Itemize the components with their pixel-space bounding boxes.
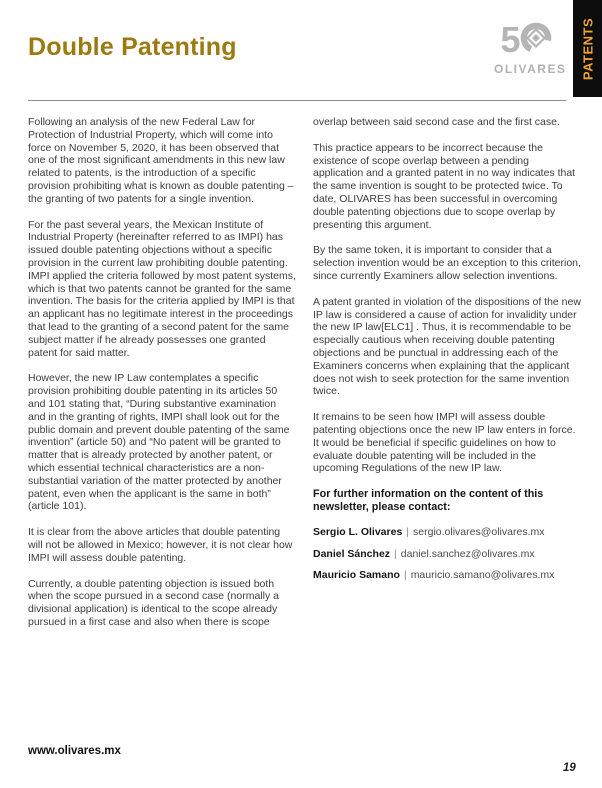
logo-wordmark: OLIVARES: [494, 62, 567, 76]
body-paragraph: It remains to be seen how IMPI will assess double patenting objections once the new IP law enters in force. It would be beneficial if specific guidelines on how to evaluate double patenting will be included in the upcoming Regulations of the new IP law.: [313, 411, 576, 475]
body-paragraph: A patent granted in violation of the dispositions of the new IP law is considered a cause of action for invalidity under the new IP law[ELC1] . Thus, it is recommendable to be especially cautious when receiving double patenting objections and be punctual in addressing each of the Examiners concerns when explaining that the applicant does not wish to seek protection for the same invention twice.: [313, 295, 581, 398]
page-title: Double Patenting: [28, 33, 237, 61]
contact-row: [313, 526, 581, 539]
contact-row: [313, 569, 581, 582]
contact-name: Daniel Sánchez: [313, 547, 391, 560]
section-tab-patents: [573, 0, 602, 97]
contact-separator: |: [406, 525, 410, 538]
right-column: [313, 116, 581, 642]
body-paragraph: However, the new IP Law contemplates a specific provision prohibiting double patenting in its articles 50 and 101 stating that, “During substantive examination and in the granting of rights, IMPI shall look out for the public domain and prevent double patenting of the same invention” (article 50) and “No patent will be granted to matter that is already protected by another patent, or which essential technical characteristics are a non-substantial variation of the matter protected by another patent, even when the applicant is the same in both” (article 101).: [28, 372, 290, 513]
body-paragraph: It is clear from the above articles that double patenting will not be allowed in Mexico; however, it is not clear how IMPI will assess double patenting.: [28, 526, 293, 564]
logo-number: 5: [500, 19, 521, 60]
contact-email-link[interactable]: mauricio.samano@olivares.mx: [410, 569, 555, 582]
anniversary-ring-icon: [518, 20, 554, 61]
left-column: [28, 116, 296, 642]
header-divider: [28, 100, 566, 101]
contact-name: Sergio L. Olivares: [313, 525, 403, 538]
contact-heading: For further information on the content of this newsletter, please contact:: [313, 488, 544, 513]
contact-email-link[interactable]: sergio.olivares@olivares.mx: [413, 525, 545, 538]
body-paragraph: For the past several years, the Mexican Institute of Industrial Property (hereinafter referred to as IMPI) has issued double patenting objections without a specific provision in the current law prohibiting double patenting. IMPI applied the criteria followed by most patent systems, which is that two patents cannot be granted for the same invention. The basis for the criteria applied by IMPI is that an applicant has no legitimate interest in the proceedings that lead to the granting of a second patent for the same subject matter if he already possesses one granted patent for said matter.: [28, 218, 296, 359]
article-body: [28, 116, 581, 642]
body-paragraph: overlap between said second case and the first case.: [313, 116, 560, 128]
anniversary-50-logo: [494, 20, 560, 60]
contact-email-link[interactable]: daniel.sanchez@olivares.mx: [400, 547, 535, 560]
body-paragraph: This practice appears to be incorrect because the existence of scope overlap between a pending application and a granted patent in no way indicates that the same invention is sought to be protected twice. To date, OLIVARES has been successful in overcoming double patenting objections due to scope overlap by presenting this argument.: [313, 141, 576, 231]
contact-separator: |: [403, 569, 407, 582]
page-number: 19: [563, 762, 576, 774]
olivares-logo: [494, 19, 567, 76]
body-paragraph: Currently, a double patenting objection is issued both when the scope pursued in a second case (normally a divisional application) is identical to the scope already pursued in a first case and also when there is scope: [28, 577, 279, 628]
contact-row: [313, 548, 581, 561]
contact-separator: |: [394, 547, 397, 560]
body-paragraph: Following an analysis of the new Federal Law for Protection of Industrial Property, which will come into force on November 5, 2020, it has been observed that one of the most significant amendments in this new law related to patents, is the introduction of a specific provision prohibiting what is known as double patenting – the granting of two patents for a single invention.: [28, 116, 294, 205]
website-link[interactable]: www.olivares.mx: [28, 745, 121, 757]
contact-name: Mauricio Samano: [313, 569, 400, 582]
body-paragraph: By the same token, it is important to consider that a selection invention would be an exception to this criterion, since currently Examiners allow selection inventions.: [313, 244, 581, 282]
section-tab-label: PATENTS: [580, 17, 595, 80]
